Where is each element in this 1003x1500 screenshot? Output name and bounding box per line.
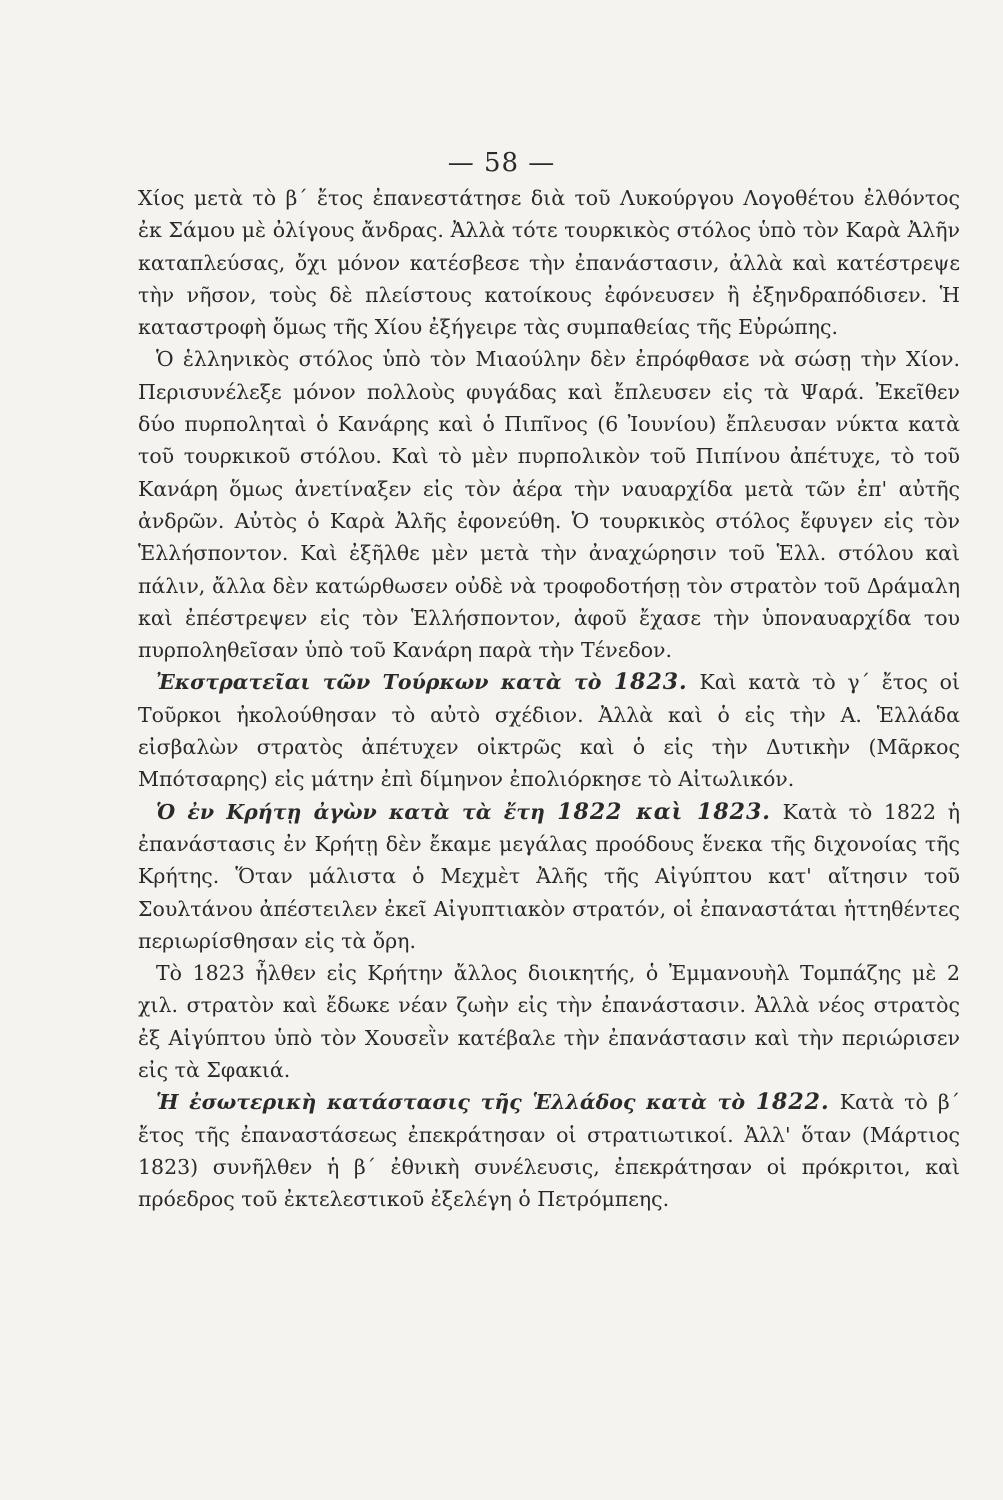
section-heading <box>156 800 771 824</box>
section-heading-text: Ὁ ἐν Κρήτῃ ἀγὼν κατὰ τὰ ἔτη <box>156 799 545 824</box>
paragraph-text: Καὶ κατὰ τὸ γ΄ ἔτος οἱ Τοῦρκοι ἠκολούθησαν τὸ αὐτὸ σχέδιον. Ἀλλὰ καὶ ὁ εἰς τὴν Α. Ἑλλάδα εἰσβαλὼν στρατὸς ἀπέτυχεν οἰκτρῶς καὶ ὁ εἰς τὴν Δυτικὴν (Μᾶρκος Μπότσαρης) εἰς μάτην ἐπὶ δίμηνον ἐπολιόρκησε τὸ Αἰτωλικόν. <box>138 670 960 792</box>
paragraph-chios <box>138 182 960 343</box>
paragraph-turkish-campaigns-1823 <box>138 666 960 795</box>
paragraph-text: Κατὰ τὸ β΄ ἔτος τῆς ἐπαναστάσεως ἐπεκράτησαν οἱ στρατιωτικοί. Ἀλλ' ὅταν (Μάρτιος 1823) συνῆλθεν ἡ β΄ ἐθνικὴ συνέλευσις, ἐπεκράτησαν οἱ πρόκριτοι, καὶ πρόεδρος τοῦ ἐκτελεστικοῦ ἐξελέγη ὁ Πετρόμπεης. <box>138 1090 960 1212</box>
section-heading-year: 1823. <box>613 669 688 696</box>
paragraph-greek-fleet <box>138 343 960 666</box>
section-heading-year: 1822. <box>755 1089 830 1116</box>
paragraph-text: Τὸ 1823 ἦλθεν εἰς Κρήτην ἄλλος διοικητής, ὁ Ἐμμανουὴλ Τομπάζης μὲ 2 χιλ. στρατὸν καὶ ἔδωκε νέαν ζωὴν εἰς τὴν ἐπανάστασιν. Ἀλλὰ νέος στρατὸς ἐξ Αἰγύπτου ὑπὸ τὸν Χουσεῒν κατέβαλε τὴν ἐπανάστασιν καὶ τὴν περιώρισεν εἰς τὰ Σφακιά. <box>138 961 960 1083</box>
paragraph-text: Ὁ ἑλληνικὸς στόλος ὑπὸ τὸν Μιαούλην δὲν ἐπρόφθασε νὰ σώσῃ τὴν Χίον. Περισυνέλεξε μόνον πολλοὺς φυγάδας καὶ ἔπλευσεν εἰς τὰ Ψαρά. Ἐκεῖθεν δύο πυρποληταὶ ὁ Κανάρης καὶ ὁ Πιπῖνος (6 Ἰουνίου) ἔπλευσαν νύκτα κατὰ τοῦ τουρκικοῦ στόλου. Καὶ τὸ μὲν πυρπολικὸν τοῦ Πιπίνου ἀπέτυχε, τὸ τοῦ Κανάρη ὅμως ἀνετίναξεν εἰς τὸν ἀέρα τὴν ναυαρχίδα μετὰ τῶν ἐπ' αὐτῆς ἀνδρῶν. Αὐτὸς ὁ Καρὰ Ἀλῆς ἐφονεύθη. Ὁ τουρκικὸς στόλος ἔφυγεν εἰς τὸν Ἑλλήσποντον. Καὶ ἐξῆλθε μὲν μετὰ τὴν ἀναχώρησιν τοῦ Ἑλλ. στόλου καὶ πάλιν, ἄλλα δὲν κατώρθωσεν οὐδὲ νὰ τροφοδοτήσῃ τὸν στρατὸν τοῦ Δράμαλη καὶ ἐπέστρεψεν εἰς τὸν Ἑλλήσποντον, ἀφοῦ ἔχασε τὴν ὑποναυαρχίδα του πυρποληθεῖσαν ὑπὸ τοῦ Κανάρη παρὰ τὴν Τένεδον. <box>138 347 960 663</box>
text-body <box>138 182 960 1216</box>
section-heading <box>156 1090 830 1114</box>
paragraph-crete-1823 <box>138 957 960 1086</box>
paragraph-internal-situation <box>138 1086 960 1215</box>
section-heading-text: Ἐκστρατεῖαι τῶν Τούρκων κατὰ τὸ <box>156 670 602 695</box>
page-number: — 58 — <box>447 148 556 178</box>
section-heading <box>156 670 688 694</box>
paragraph-text: Κατὰ τὸ 1822 ἡ ἐπανάστασις ἐν Κρήτῃ δὲν ἔκαμε μεγάλας προόδους ἕνεκα τῆς διχονοίας τῆς Κρήτης. Ὅταν μάλιστα ὁ Μεχμὲτ Ἀλῆς τῆς Αἰγύπτου κατ' αἴτησιν τοῦ Σουλτάνου ἀπέστειλεν ἐκεῖ Αἰγυπτιακὸν στρατόν, οἱ ἐπαναστάται ἡττηθέντες περιωρίσθησαν εἰς τὰ ὄρη. <box>138 799 960 953</box>
section-heading-year: 1822 καὶ 1823. <box>557 798 771 825</box>
paragraph-text: Χίος μετὰ τὸ β΄ ἔτος ἐπανεστάτησε διὰ τοῦ Λυκούργου Λογοθέτου ἐλθόντος ἐκ Σάμου μὲ ὀλίγους ἄνδρας. Ἀλλὰ τότε τουρκικὸς στόλος ὑπὸ τὸν Καρὰ Ἀλῆν καταπλεύσας, ὄχι μόνον κατέσβεσε τὴν ἐπανάστασιν, ἀλλὰ καὶ κατέστρεψε τὴν νῆσον, τοὺς δὲ πλείστους κατοίκους ἐφόνευσεν ἢ ἐξηνδραπόδισεν. Ἡ καταστροφὴ ὅμως τῆς Χίου ἐξήγειρε τὰς συμπαθείας τῆς Εὐρώπης. <box>138 186 960 340</box>
section-heading-text: Ἡ ἐσωτερικὴ κατάστασις τῆς Ἑλλάδος κατὰ τὸ <box>156 1090 746 1115</box>
paragraph-crete-struggle <box>138 796 960 957</box>
